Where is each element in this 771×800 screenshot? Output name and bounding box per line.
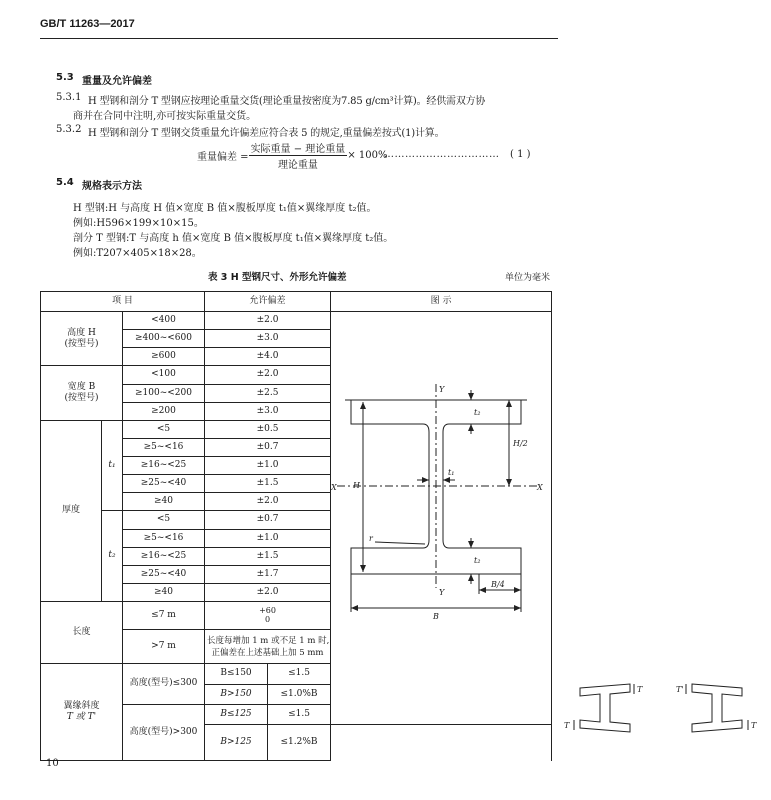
thickness-label: 厚度 — [41, 420, 102, 601]
cond-cell: <5 — [123, 420, 205, 439]
flange-slope-label: 翼缘斜度 T 或 T' — [41, 664, 123, 761]
tolerance-table — [40, 291, 757, 761]
flange-slope-diagram — [552, 664, 771, 760]
label-t-left: T — [637, 685, 643, 694]
h-section-figure-cell — [331, 312, 552, 725]
right-profile — [692, 684, 742, 732]
spec-line-1: H 型钢:H 与高度 H 值×宽度 B 值×腹板厚度 t₁值×翼缘厚度 t₂值。 — [73, 203, 377, 214]
formula-numerator: 实际重量 − 理论重量 — [249, 140, 348, 156]
cond-cell: B>125 — [205, 725, 268, 761]
tol-cell: ±2.0 — [205, 583, 331, 601]
length-lower-tol: 0 — [264, 615, 271, 625]
tol-cell: ≤1.5 — [268, 664, 331, 685]
length-note-line1: 长度每增加 1 m 或不足 1 m 时, — [207, 635, 330, 646]
width-label: 宽度 B (按型号) — [41, 366, 123, 421]
table-header-row — [41, 292, 552, 312]
header-tolerance: 允许偏差 — [205, 292, 331, 312]
length-upper-tol: +60 — [259, 606, 276, 616]
tol-cell: ±2.0 — [205, 366, 331, 385]
section-5-3-num: 5.3 — [56, 72, 74, 83]
section-5-3-1-line1: H 型钢和剖分 T 型钢应按理论重量交货(理论重量按密度为7.85 g/cm³计算)。经供需双方协 — [88, 96, 486, 107]
label-h: H — [353, 481, 360, 490]
spec-line-2: 例如:H596×199×10×15。 — [73, 218, 204, 229]
cond-cell: B≤150 — [205, 664, 268, 685]
t2-symbol: t₂ — [102, 511, 123, 602]
cond-cell: ≥25~<40 — [123, 475, 205, 493]
label-x-left: X — [331, 483, 337, 492]
label-h-half: H/2 — [513, 439, 528, 448]
tol-cell: ±0.7 — [205, 511, 331, 530]
label-b-quarter: B/4 — [491, 580, 505, 589]
section-5-3-2-num: 5.3.2 — [56, 124, 82, 135]
cond-cell: <400 — [123, 312, 205, 330]
cond-cell: ≥600 — [123, 348, 205, 366]
cond-cell: B>150 — [205, 684, 268, 704]
tol-cell: ±1.5 — [205, 547, 331, 565]
cond-cell: ≥16~<25 — [123, 457, 205, 475]
label-r: r — [369, 534, 373, 543]
cond-cell: <100 — [123, 366, 205, 385]
flange-group-2: 高度(型号)>300 — [123, 704, 205, 761]
formula-number: ( 1 ) — [510, 149, 531, 160]
tol-cell: ±1.5 — [205, 475, 331, 493]
tol-cell: ≤1.0%B — [268, 684, 331, 704]
cond-cell: ≥5~<16 — [123, 439, 205, 457]
tol-cell — [205, 601, 331, 630]
t1-symbol: t₁ — [102, 420, 123, 511]
label-t-prime: T' — [676, 685, 684, 694]
table-unit: 单位为毫米 — [505, 273, 551, 283]
tol-cell: ±1.0 — [205, 457, 331, 475]
header-figure: 图 示 — [331, 292, 552, 312]
cond-cell: ≥40 — [123, 493, 205, 511]
tol-cell: ±2.0 — [205, 493, 331, 511]
formula-factor: × 100% — [347, 150, 388, 161]
tol-cell: ≤1.2%B — [268, 725, 331, 761]
tol-cell: ±2.0 — [205, 312, 331, 330]
cond-cell: >7 m — [123, 630, 205, 664]
tol-cell — [205, 630, 331, 664]
flange-group-1: 高度(型号)≤300 — [123, 664, 205, 705]
section-5-4-num: 5.4 — [56, 177, 74, 188]
left-profile — [580, 684, 630, 732]
tol-cell: ≤1.5 — [268, 704, 331, 725]
tol-cell: ±1.0 — [205, 529, 331, 547]
weight-formula — [197, 140, 387, 171]
height-label: 高度 H (按型号) — [41, 312, 123, 366]
table-caption: 表 3 H 型钢尺寸、外形允许偏差 — [208, 272, 347, 283]
section-5-4-title: 规格表示方法 — [82, 181, 142, 192]
cond-cell: ≥5~<16 — [123, 529, 205, 547]
label-x-right: X — [537, 483, 543, 492]
section-5-3-1-line2: 商并在合同中注明,亦可按实际重量交货。 — [73, 111, 257, 122]
tol-cell: ±1.7 — [205, 565, 331, 583]
spec-line-3: 剖分 T 型钢:T 与高度 h 值×宽度 B 值×腹板厚度 t₁值×翼缘厚度 t₂值。 — [73, 233, 394, 244]
tol-cell: ±4.0 — [205, 348, 331, 366]
formula-leader: …………………………… — [384, 149, 500, 160]
tol-cell: ±3.0 — [205, 402, 331, 420]
table-row — [41, 312, 552, 330]
length-note-line2: 正偏差在上述基础上加 5 mm — [211, 647, 324, 658]
cond-cell: ≥200 — [123, 402, 205, 420]
label-y-bottom: Y — [439, 588, 445, 597]
label-t1: t₁ — [448, 468, 455, 477]
section-5-3-title: 重量及允许偏差 — [82, 76, 152, 87]
label-t-right: T — [751, 721, 757, 730]
standard-header: GB/T 11263—2017 — [40, 18, 135, 30]
cond-cell: ≥25~<40 — [123, 565, 205, 583]
cond-cell: ≥100~<200 — [123, 384, 205, 402]
cond-cell: B≤125 — [205, 704, 268, 725]
label-y-top: Y — [439, 385, 445, 394]
cond-cell: ≥400~<600 — [123, 330, 205, 348]
label-b: B — [433, 612, 439, 621]
cond-cell: ≤7 m — [123, 601, 205, 630]
header-item: 项 目 — [41, 292, 205, 312]
label-t2-bottom: t₂ — [474, 556, 481, 565]
header-rule — [40, 38, 558, 39]
cond-cell: ≥40 — [123, 583, 205, 601]
tol-cell: ±0.5 — [205, 420, 331, 439]
cond-cell: ≥16~<25 — [123, 547, 205, 565]
cond-cell: <5 — [123, 511, 205, 530]
section-5-3-2-text: H 型钢和剖分 T 型钢交货重量允许偏差应符合表 5 的规定,重量偏差按式(1)计算。 — [88, 128, 445, 139]
h-section-diagram — [331, 312, 550, 724]
length-label: 长度 — [41, 601, 123, 664]
tol-cell: ±0.7 — [205, 439, 331, 457]
formula-fraction — [249, 140, 348, 171]
section-5-3-1-num: 5.3.1 — [56, 92, 82, 103]
spec-line-4: 例如:T207×405×18×28。 — [73, 248, 202, 259]
tol-cell: ±2.5 — [205, 384, 331, 402]
label-t2-top: t₂ — [474, 408, 481, 417]
formula-lhs: 重量偏差 = — [197, 152, 249, 163]
label-t-left-bottom: T — [564, 721, 570, 730]
tol-cell: ±3.0 — [205, 330, 331, 348]
page-number: 10 — [46, 758, 59, 769]
formula-denominator: 理论重量 — [277, 160, 318, 171]
